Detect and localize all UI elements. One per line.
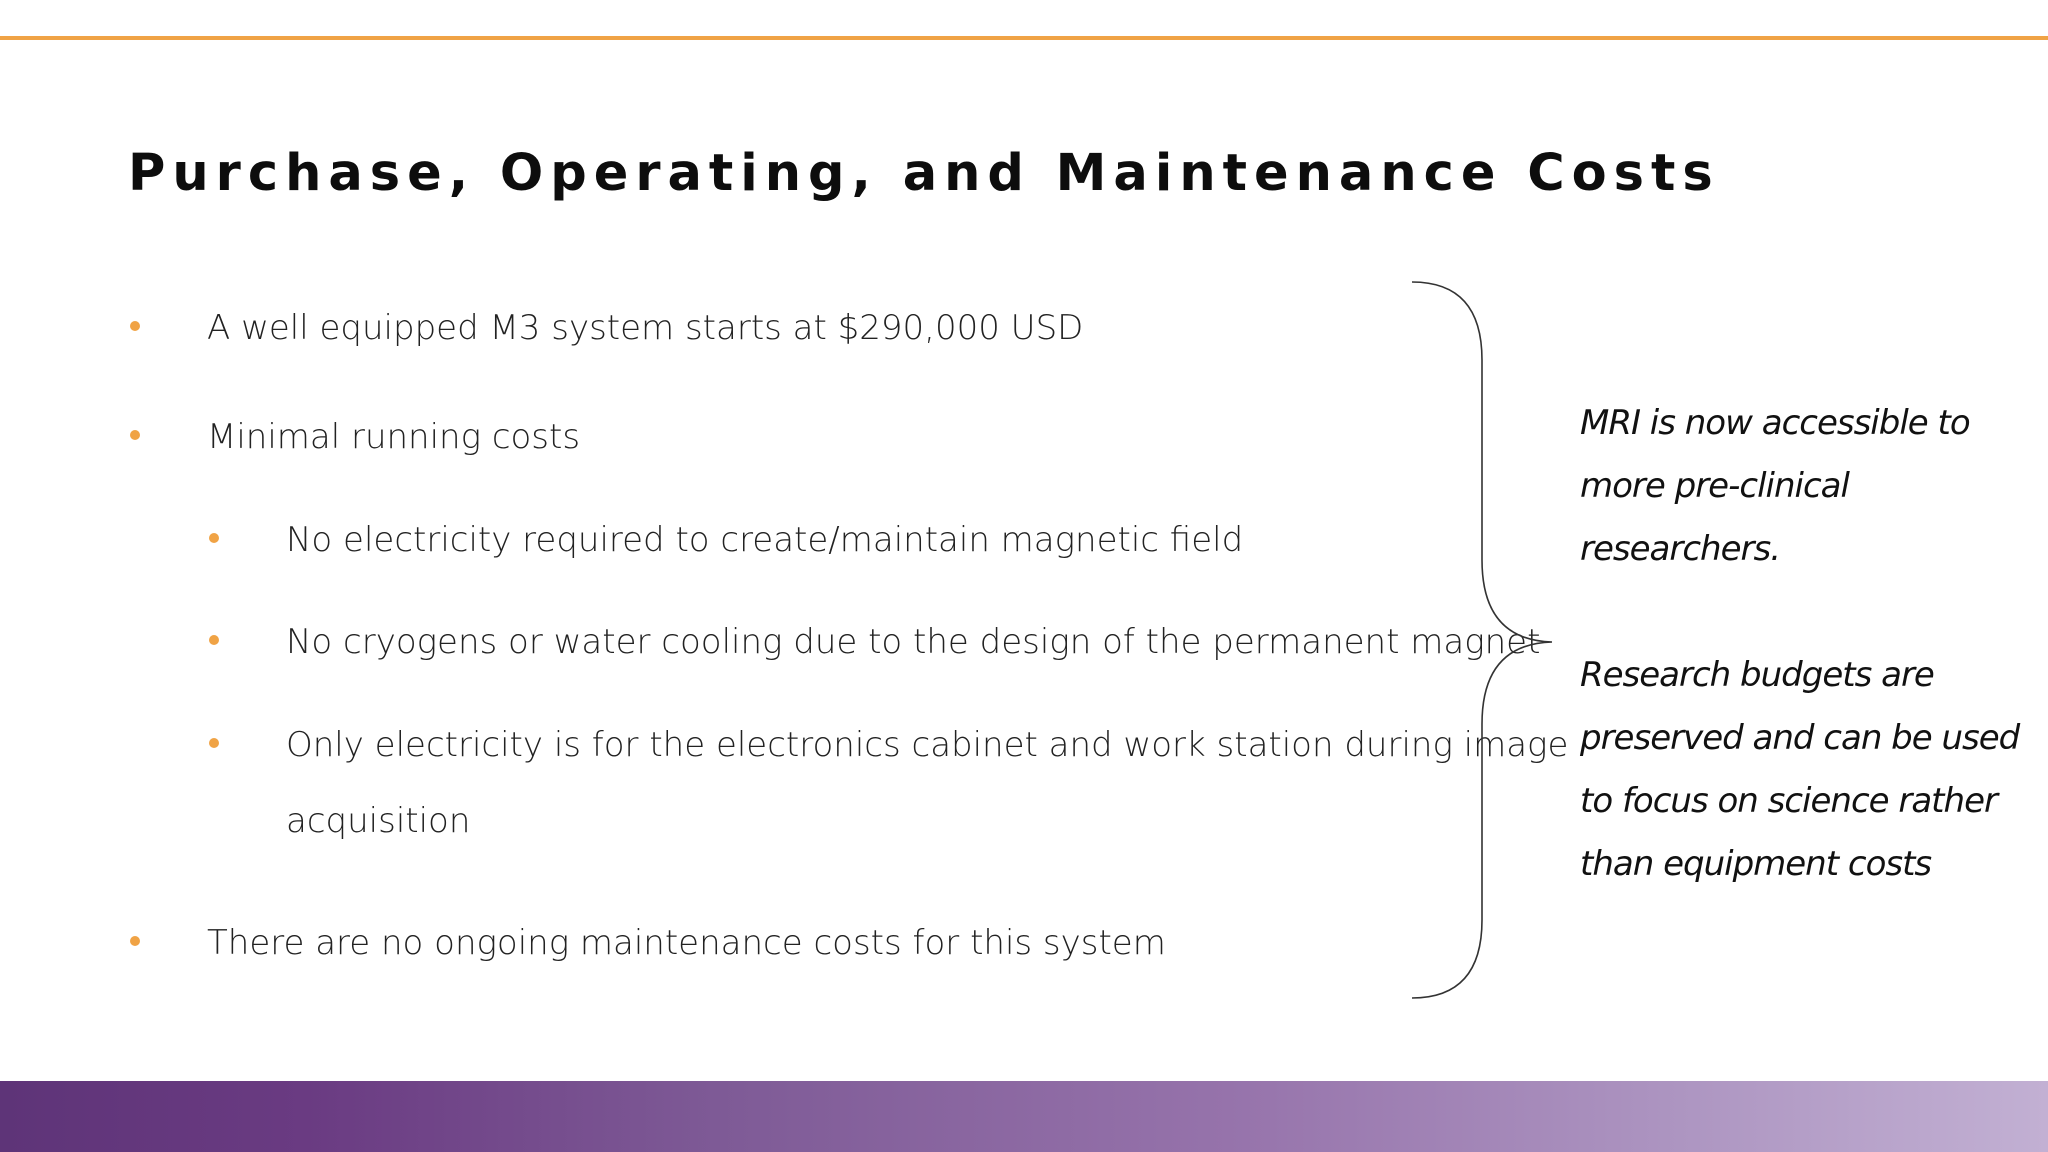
side-note-line: MRI is now accessible to [1580,403,1970,443]
bullet-item: A well equipped M3 system starts at $290,000 USD [207,308,1084,348]
sub-bullet-item: Only electricity is for the electronics cabinet and work station during image [286,725,1569,765]
sub-bullet-dot-icon [209,635,219,645]
side-note-line: to focus on science rather [1580,781,1997,821]
right-curly-brace-icon [1400,270,1570,1010]
side-note-line: researchers. [1580,529,1781,569]
sub-bullet-dot-icon [209,533,219,543]
bullet-dot-icon [130,321,140,331]
side-note-accessibility [1580,392,2020,581]
sub-bullet-dot-icon [209,738,219,748]
slide-title: Purchase, Operating, and Maintenance Costs [128,144,1720,203]
side-note-line: than equipment costs [1580,844,1932,884]
side-note-line: Research budgets are [1580,655,1934,695]
top-accent-rule [0,36,2048,40]
side-note-line: more pre-clinical [1580,466,1849,506]
bullet-dot-icon [130,430,140,440]
side-note-budgets [1580,644,2020,896]
bullet-item: Minimal running costs [207,417,581,457]
sub-bullet-item-continuation: acquisition [286,801,471,841]
sub-bullet-item: No cryogens or water cooling due to the design of the permanent magnet [286,622,1541,662]
bottom-gradient-bar [0,1081,2048,1152]
bullet-item: There are no ongoing maintenance costs for this system [207,923,1166,963]
bullet-dot-icon [130,936,140,946]
sub-bullet-item: No electricity required to create/maintain magnetic field [286,520,1244,560]
side-note-line: preserved and can be used [1580,718,2020,758]
